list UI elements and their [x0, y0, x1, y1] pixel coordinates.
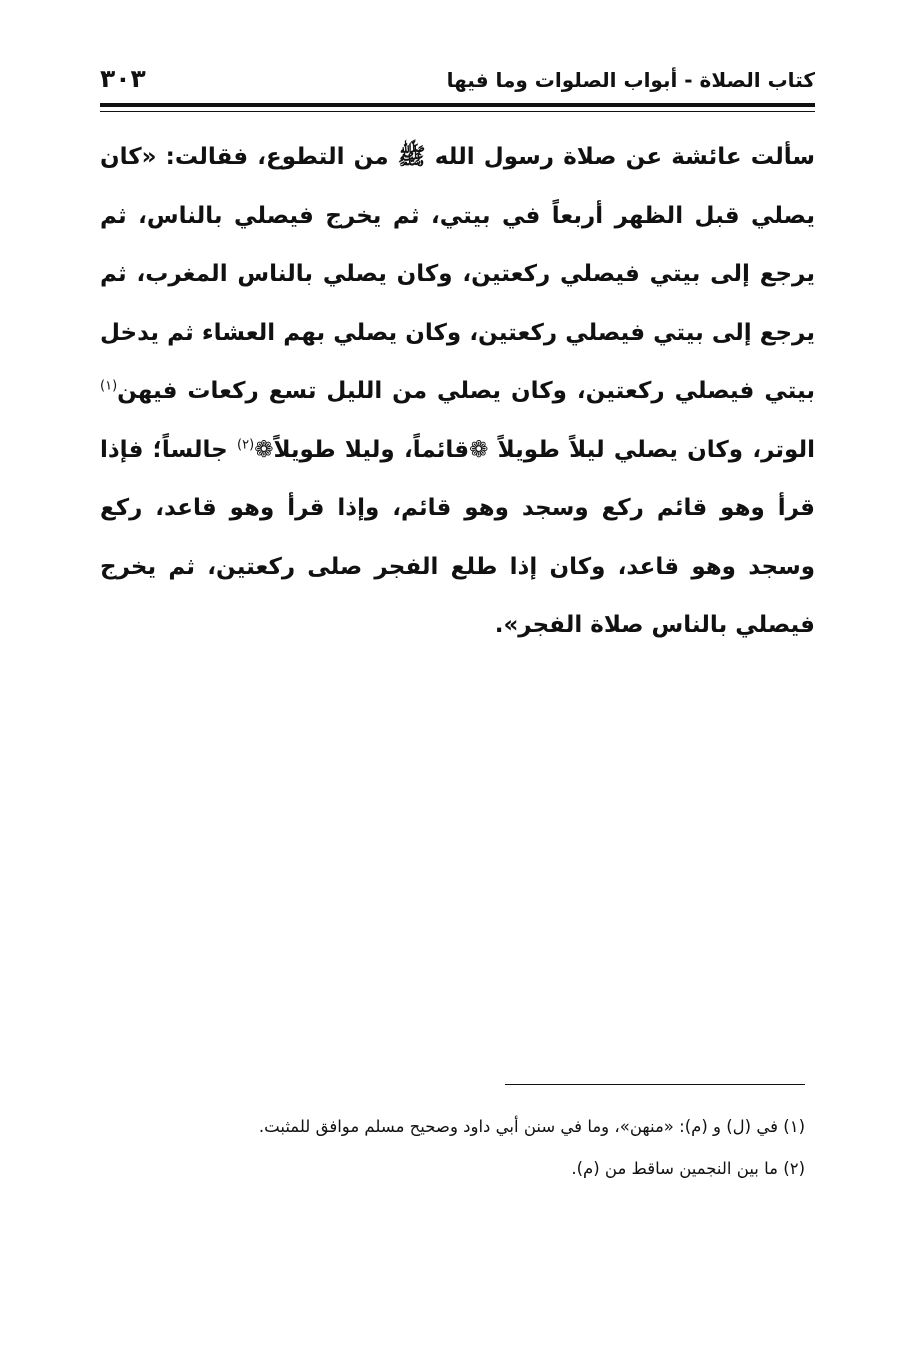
body-paragraph — [100, 128, 815, 655]
footnote-2: (٢) ما بين النجمين ساقط من (م). — [571, 1159, 805, 1178]
header-rule-thick — [100, 103, 815, 107]
footnote-marker-1: (١) — [100, 378, 118, 394]
body-text-part-3: جالساً؛ فإذا قرأ وهو قائم ركع وسجد وهو قائم، وإذا قرأ وهو قاعد، ركع وسجد وهو قاعد، وكان إذا طلع الفجر صلى ركعتين، ثم يخرج فيصلي بالناس صلاة الفجر». — [100, 436, 815, 638]
header-title: كتاب الصلاة - أبواب الصلوات وما فيها — [446, 68, 815, 92]
footnotes — [100, 1106, 805, 1190]
body-text-part-2: الوتر، وكان يصلي ليلاً طويلاً ❁قائماً، وليلا طويلاً❁ — [254, 436, 815, 463]
header-rule-thin — [100, 111, 815, 112]
footnote-1: (١) في (ل) و (م): «منهن»، وما في سنن أبي داود وصحيح مسلم موافق للمثبت. — [258, 1117, 805, 1136]
footnote-marker-2: (٢) — [237, 436, 255, 452]
body-text-part-1: سألت عائشة عن صلاة رسول الله ﷺ من التطوع، فقالت: «كان يصلي قبل الظهر أربعاً في بيتي، ثم يخرج فيصلي بالناس، ثم يرجع إلى بيتي فيصلي ركعتين، وكان يصلي بالناس المغرب، ثم يرجع إلى بيتي فيصلي ركعتين، وكان يصلي بهم العشاء ثم يدخل بيتي فيصلي ركعتين، وكان يصلي من الليل تسع ركعات فيهن — [100, 144, 815, 404]
page-number: ٣٠٣ — [100, 64, 146, 93]
footnote-separator — [505, 1084, 805, 1085]
running-header — [100, 60, 815, 100]
